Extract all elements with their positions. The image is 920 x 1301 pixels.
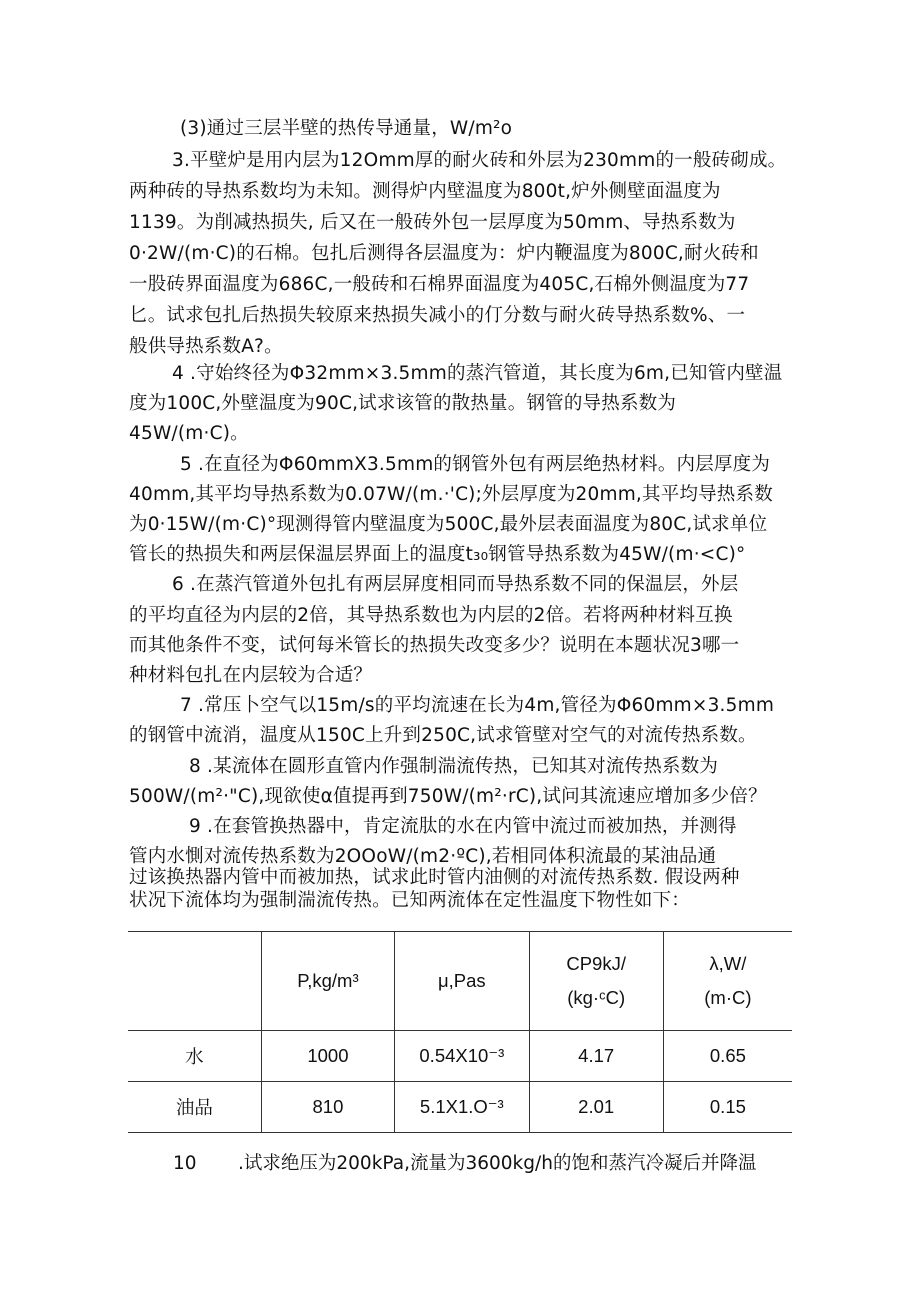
text-line: 3.平壁炉是用内层为12Omm厚的耐火砖和外层为230mm的一般砖砌成。	[172, 150, 787, 171]
table-cell: 810	[261, 1082, 394, 1133]
table-header-cell	[128, 932, 261, 1031]
text-line: 度为100C,外壁温度为90C,试求该管的散热量。钢管的导热系数为	[129, 393, 677, 414]
header-density: P,kg/m³	[297, 970, 359, 991]
text-line: 8 .某流体在圆形直管内作强制湍流传热，已知其对流传热系数为	[189, 756, 719, 777]
table-cell: 水	[128, 1031, 261, 1082]
text-line: 状况下流体均为强制湍流传热。已知两流体在定性温度下物性如下：	[129, 890, 691, 911]
question-number: 10	[173, 1153, 197, 1174]
text-line: (3)通过三层半壁的热传导通量，W/m²o	[180, 118, 513, 139]
text-line: 一股砖界面温度为686C,一般砖和石棉界面温度为405C,石棉外侧温度为77	[129, 274, 750, 295]
text-line: 般供导热系数A?。	[129, 336, 283, 357]
header-heat-capacity: CP9kJ/	[566, 953, 626, 974]
text-line: 40mm,其平均导热系数为0.07W/(m.·'C);外层厚度为20mm,其平均导热系数	[129, 484, 773, 505]
text-line: 45W/(m·C)。	[129, 423, 249, 444]
text-line: 管长的热损失和两层保温层界面上的温度t₃₀钢管导热系数为45W/(m·<C)°	[129, 544, 746, 565]
text-line: 管内水惻对流传热系数为2OOoW/(m2·ºC),若相同体积流最的某油品通	[129, 846, 717, 867]
table-cell: 2.01	[529, 1082, 663, 1133]
table-header-cell	[663, 932, 792, 1031]
text-line: 0·2W/(m·C)的石棉。包扎后测得各层温度为：炉内鞭温度为800C,耐火砖和	[129, 243, 759, 264]
text-line: 两种砖的导热系数均为未知。测得炉内壁温度为800t,炉外侧壁面温度为	[129, 181, 721, 202]
text-line: 种材料包扎在内层较为合适？	[129, 665, 373, 686]
header-heat-capacity-unit: (kg·ᶜC)	[567, 987, 626, 1008]
text-line: .试求绝压为200kPa,流量为3600kg/h的饱和蒸汽冷凝后并降温	[238, 1153, 757, 1174]
table-header-cell	[529, 932, 663, 1031]
table-header-row	[128, 932, 792, 1031]
text-line: 匕。试求包扎后热损失较原来热损失减小的仃分数与耐火砖导热系数%、一	[129, 305, 746, 326]
properties-table	[128, 931, 792, 1133]
text-line: 7 .常压卜空气以15m/s的平均流速在长为4m,管径为Φ60mm×3.5mm	[180, 695, 775, 716]
text-line: 5 .在直径为Φ60mmX3.5mm的钢管外包有两层绝热材料。内层厚度为	[180, 454, 771, 475]
table-cell: 5.1X1.O⁻³	[395, 1082, 529, 1133]
header-viscosity: μ,Pas	[437, 970, 486, 991]
table-cell: 1000	[261, 1031, 394, 1082]
text-line: 的钢管中流消，温度从150C上升到250C,试求管壁对空气的对流传热系数。	[129, 725, 757, 746]
text-line: 而其他条件不变，试何每米管长的热损失改变多少？说明在本题状况3哪一	[129, 635, 740, 656]
table-cell: 0.65	[663, 1031, 792, 1082]
table-row	[128, 1031, 792, 1082]
header-conductivity: λ,W/	[709, 953, 747, 974]
header-conductivity-unit: (m·C)	[704, 987, 752, 1008]
table-cell: 0.54X10⁻³	[395, 1031, 529, 1082]
table-header-cell	[261, 932, 394, 1031]
text-line: 1139。为削减热损失, 后又在一般砖外包一层厚度为50mm、导热系数为	[129, 212, 736, 233]
text-line: 500W/(m²·"C),现欲使α值提再到750W/(m²·rC),试问其流速应增加多少倍？	[129, 786, 767, 807]
table-header-cell	[395, 932, 529, 1031]
table-cell: 油品	[128, 1082, 261, 1133]
table-row	[128, 1082, 792, 1133]
text-line: 过该换热器内管中而被加热，试求此时管内油侧的对流传热系数. 假设两种	[129, 867, 740, 888]
table-cell: 0.15	[663, 1082, 792, 1133]
text-line: 4 .守始终径为Φ32mm×3.5mm的蒸汽管道，其长度为6m,已知管内壁温	[172, 363, 783, 384]
text-line: 为0·15W/(m·C)°现测得管内壁温度为500C,最外层表面温度为80C,试求单位	[129, 514, 768, 535]
text-line: 6 .在蒸汽管道外包扎有两层屏度相同而导热系数不同的保温层，外层	[172, 574, 739, 595]
table-cell: 4.17	[529, 1031, 663, 1082]
text-line: 9 .在套管换热器中，肯定流肽的水在内管中流过而被加热，并测得	[189, 816, 737, 837]
text-line: 的平均直径为内层的2倍，其导热系数也为内层的2倍。若将两种材料互换	[129, 605, 733, 626]
